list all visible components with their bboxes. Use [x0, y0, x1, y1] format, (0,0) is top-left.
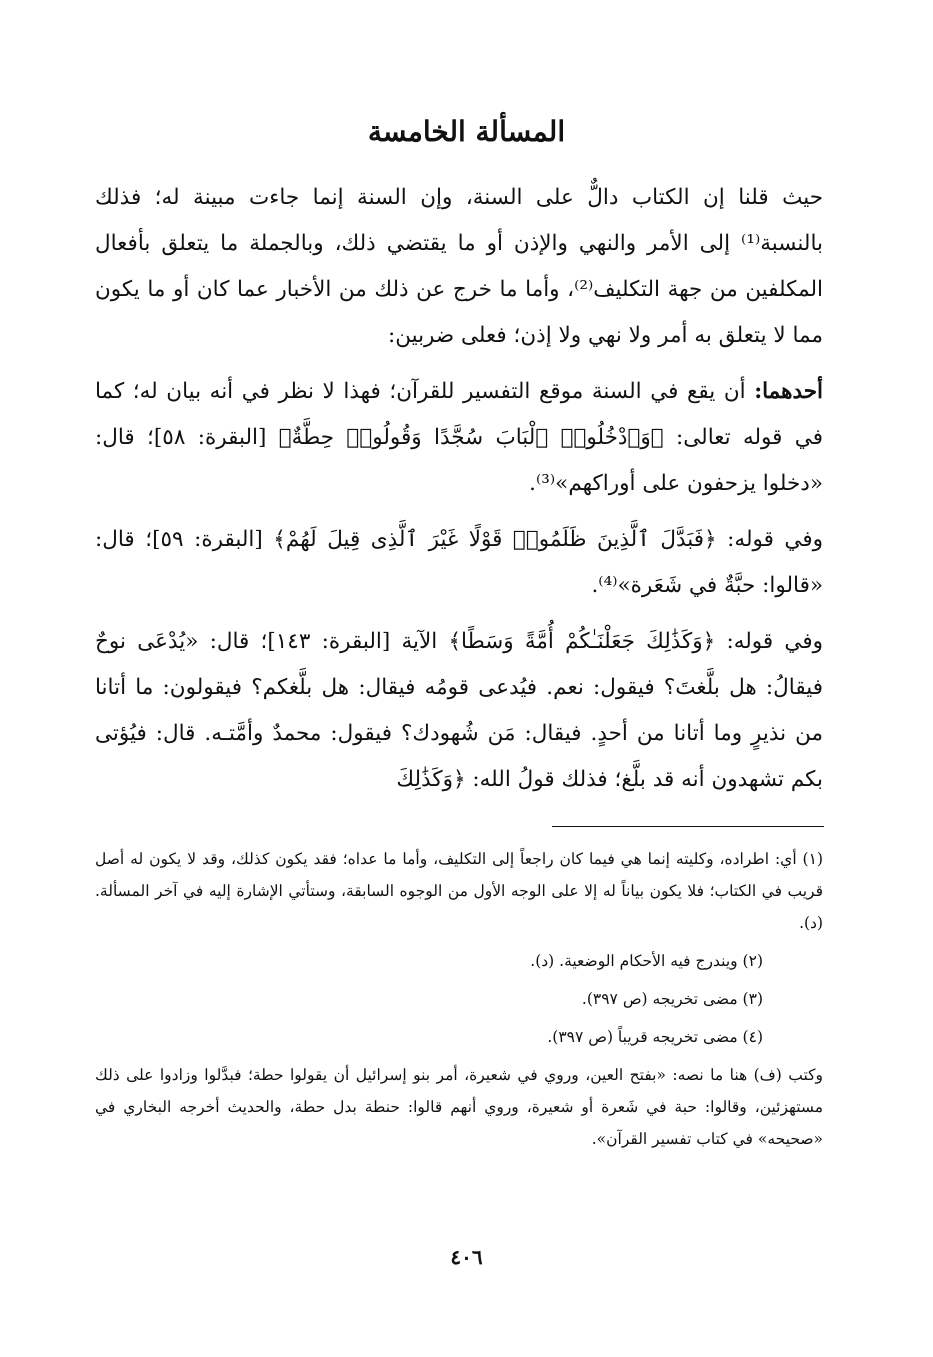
- footnote-extra: وكتب (ف) هنا ما نصه: «بفتح العين، وروي في شعيرة، أمر بنو إسرائيل أن يقولوا حطة؛ فبدَّلوا وزادوا على ذلك مستهزئين، وقالوا: حبة في شَعرة أو شعيرة، وروي أنهم قالوا: حنطة بدل حطة، والحديث أخرجه البخاري في «صحيحه» في كتاب تفسير القرآن».: [95, 1066, 823, 1148]
- footnote-4: (٤) مضى تخريجه قريباً (ص ٣٩٧).: [547, 1028, 763, 1046]
- paragraph-1: حيث قلنا إن الكتاب دالٌّ على السنة، وإن السنة إنما جاءت مبينة له؛ فذلك بالنسبة⁽¹⁾ إلى الأمر والنهي والإذن أو ما يقتضي ذلك، وبالجملة ما يتعلق بأفعال المكلفين من جهة التكليف⁽²⁾، وأما ما خرج عن ذلك من الأخبار عما كان أو ما يكون مما لا يتعلق به أمر ولا نهي ولا إذن؛ فعلى ضربين:: [95, 185, 823, 348]
- paragraph-3: وفي قوله: ﴿فَبَدَّلَ ٱلَّذِينَ ظَلَمُوا۟ قَوْلًا غَيْرَ ٱلَّذِى قِيلَ لَهُمْ﴾ [البقرة: ٥٩]؛ قال: «قالوا: حبَّةٌ في شَعَرة»⁽⁴⁾.: [95, 527, 824, 598]
- footnote-divider: [552, 826, 824, 827]
- page-title: المسألة الخامسة: [367, 115, 566, 148]
- paragraph-2: [95, 369, 823, 507]
- footnote-2: (٢) ويندرج فيه الأحكام الوضعية. (د).: [530, 952, 763, 970]
- paragraph-4: وفي قوله: ﴿وَكَذَٰلِكَ جَعَلْنَـٰكُمْ أُمَّةً وَسَطًا﴾ الآية [البقرة: ١٤٣]؛ قال: «يُدْعَى نوحٌ فيقالُ: هل بلَّغتَ؟ فيقول: نعم. فيُدعى قومُه فيقال: هل بلَّغكم؟ فيقولون: ما أتانا من نذيرٍ وما أتانا من أحدٍ. فيقال: مَن شُهودك؟ فيقول: محمدٌ وأمَّتـه. قال: فيُؤتى بكم تشهدون أنه قد بلَّغ؛ فذلك قولُ الله: ﴿وَكَذَٰلِكَ: [95, 629, 823, 792]
- footnote-1: (١) أي: اطراده، وكليته إنما هي فيما كان راجعاً إلى التكليف، وأما ما عداه؛ فقد يكون كذلك، وقد لا يكون له أصل قريب في الكتاب؛ فلا يكون بياناً له إلا على الوجه الأول من الوجوه السابقة، وستأتي الإشارة إليه في آخر المسألة. (د).: [95, 850, 823, 932]
- footnotes: [95, 843, 823, 1161]
- page-number: ٤٠٦: [450, 1245, 483, 1269]
- paragraph-2-text: أن يقع في السنة موقع التفسير للقرآن؛ فهذا لا نظر في أنه بيان له؛ كما في قوله تعالى: ﴿وَٱدْخُلُوا۟ ٱلْبَابَ سُجَّدًا وَقُولُوا۟ حِطَّةٌ﴾ [البقرة: ٥٨]؛ قال: «دخلوا يزحفون على أوراكهم»⁽³⁾.: [95, 379, 823, 496]
- main-text: [95, 175, 823, 813]
- paragraph-2-lead: أحدهما:: [754, 379, 823, 404]
- footnote-3: (٣) مضى تخريجه (ص ٣٩٧).: [581, 990, 763, 1008]
